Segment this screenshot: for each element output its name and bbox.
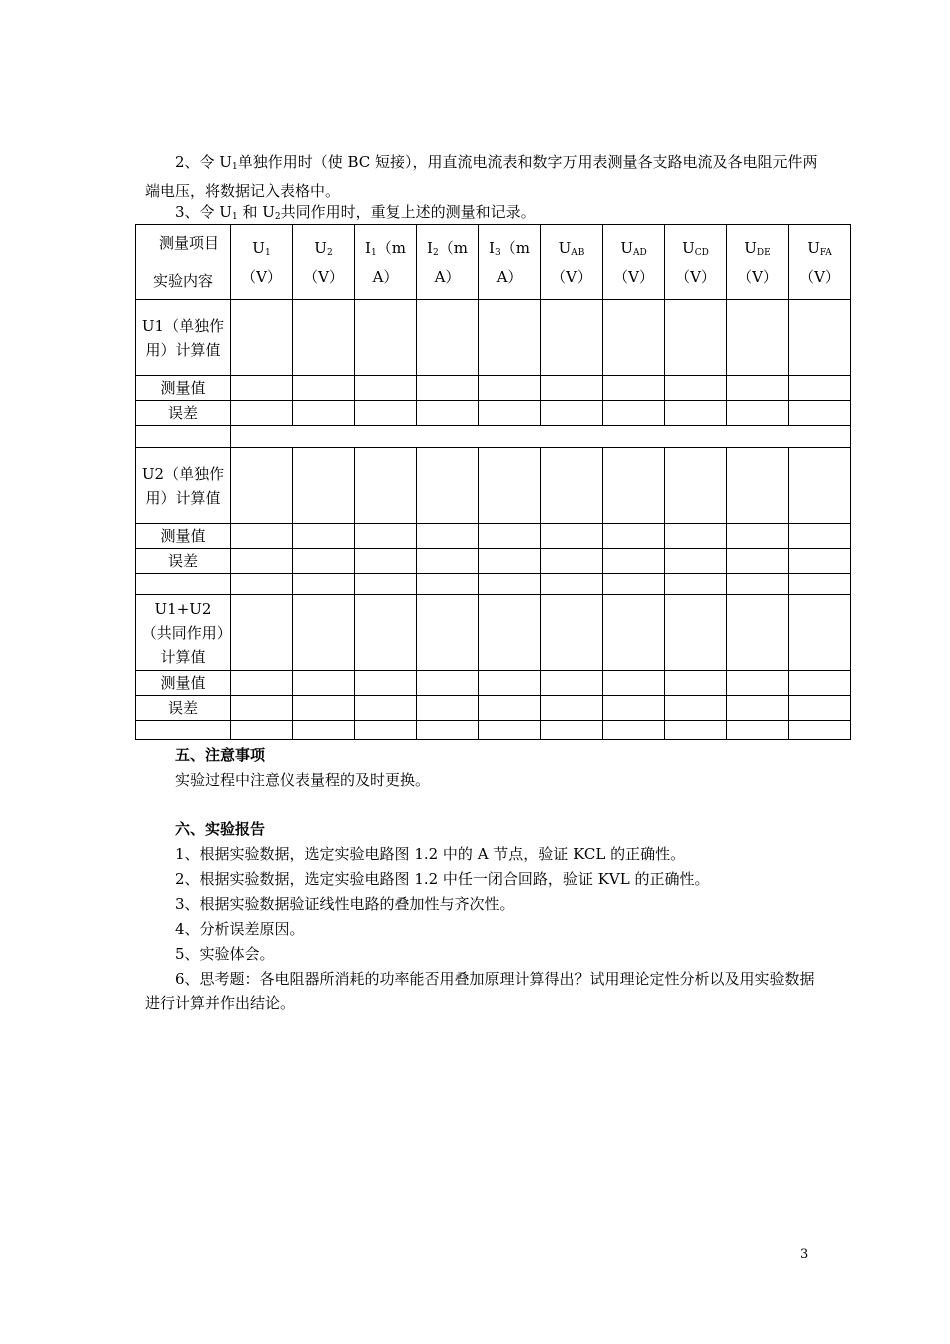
data-cell[interactable] <box>231 524 293 549</box>
column-header-symbol: $I_1(m$ <box>365 238 406 258</box>
data-cell[interactable] <box>665 696 727 721</box>
data-cell[interactable] <box>727 549 789 574</box>
calc-row <box>136 448 851 524</box>
column-header-unit: （V） <box>799 267 840 286</box>
separator-cell <box>603 574 665 595</box>
measured-row <box>136 524 851 549</box>
data-cell[interactable] <box>665 448 727 524</box>
data-cell[interactable] <box>417 448 479 524</box>
data-cell[interactable] <box>603 696 665 721</box>
data-cell[interactable] <box>355 401 417 426</box>
data-cell[interactable] <box>541 401 603 426</box>
separator-cell <box>479 574 541 595</box>
column-header-symbol: $I_3(m$ <box>489 238 530 258</box>
data-cell[interactable] <box>293 448 355 524</box>
separator-row <box>136 574 851 595</box>
data-cell[interactable] <box>727 376 789 401</box>
separator-cell <box>293 721 355 740</box>
separator-cell <box>479 721 541 740</box>
column-header <box>727 225 789 300</box>
data-cell[interactable] <box>479 595 541 671</box>
separator-cell <box>541 574 603 595</box>
calc-row <box>136 595 851 671</box>
column-header-unit: （V） <box>737 267 778 286</box>
calc-row <box>136 300 851 376</box>
separator-cell <box>789 574 851 595</box>
data-cell[interactable] <box>231 376 293 401</box>
measured-row <box>136 671 851 696</box>
separator-cell <box>603 721 665 740</box>
data-cell[interactable] <box>355 376 417 401</box>
data-cell[interactable] <box>541 671 603 696</box>
data-cell[interactable] <box>479 300 541 376</box>
separator-cell <box>231 426 851 448</box>
row-label: U1（单独作用）计算值 <box>136 300 231 376</box>
data-cell[interactable] <box>293 549 355 574</box>
column-header <box>541 225 603 300</box>
report-item: 2、根据实验数据，选定实验电路图 1.2 中任一闭合回路，验证 KVL 的正确性。 <box>175 870 710 888</box>
data-cell[interactable] <box>541 376 603 401</box>
column-header <box>479 225 541 300</box>
column-header-symbol: $I_2(m$ <box>427 238 468 258</box>
data-cell[interactable] <box>541 696 603 721</box>
column-header <box>603 225 665 300</box>
data-cell[interactable] <box>355 549 417 574</box>
step-2-text: 2、令 $U_1$单独作用时（使 BC 短接），用直流电流表和数字万用表测量各支路电流及各电阻元件两端电压，将数据记入表格中。 <box>145 153 818 200</box>
column-header <box>789 225 851 300</box>
corner-top-label: 测量项目 <box>158 234 219 252</box>
separator-row <box>136 721 851 740</box>
table-corner-cell <box>136 225 231 300</box>
data-cell[interactable] <box>479 696 541 721</box>
column-header-unit: （V） <box>303 267 344 286</box>
data-cell[interactable] <box>789 549 851 574</box>
data-cell[interactable] <box>479 524 541 549</box>
report-item: 3、根据实验数据验证线性电路的叠加性与齐次性。 <box>175 895 515 913</box>
data-cell[interactable] <box>231 448 293 524</box>
data-cell[interactable] <box>789 671 851 696</box>
column-header-unit: A） <box>496 267 523 286</box>
column-header-unit: （V） <box>675 267 716 286</box>
data-cell[interactable] <box>479 671 541 696</box>
column-header-unit: （V） <box>241 267 282 286</box>
data-cell[interactable] <box>417 549 479 574</box>
data-cell[interactable] <box>231 595 293 671</box>
separator-cell <box>355 574 417 595</box>
data-cell[interactable] <box>789 376 851 401</box>
data-cell[interactable] <box>479 401 541 426</box>
data-cell[interactable] <box>603 376 665 401</box>
data-cell[interactable] <box>293 595 355 671</box>
data-cell[interactable] <box>479 448 541 524</box>
column-header <box>231 225 293 300</box>
data-cell[interactable] <box>603 401 665 426</box>
data-cell[interactable] <box>231 696 293 721</box>
separator-row <box>136 426 851 448</box>
data-cell[interactable] <box>355 300 417 376</box>
column-header-symbol: $U_{FA}$ <box>807 238 832 258</box>
data-cell[interactable] <box>727 524 789 549</box>
data-cell[interactable] <box>789 696 851 721</box>
report-item: 1、根据实验数据，选定实验电路图 1.2 中的 A 节点，验证 KCL 的正确性。 <box>175 845 686 863</box>
separator-cell <box>293 574 355 595</box>
data-cell[interactable] <box>727 448 789 524</box>
data-cell[interactable] <box>293 376 355 401</box>
row-label: 误差 <box>136 401 231 426</box>
data-cell[interactable] <box>293 300 355 376</box>
row-label: U2（单独作用）计算值 <box>136 448 231 524</box>
column-header-unit: A） <box>372 267 399 286</box>
data-cell[interactable] <box>789 595 851 671</box>
data-cell[interactable] <box>479 376 541 401</box>
row-label: 测量值 <box>136 524 231 549</box>
data-cell[interactable] <box>231 671 293 696</box>
data-cell[interactable] <box>355 696 417 721</box>
corner-bottom-label: 实验内容 <box>152 272 213 290</box>
column-header <box>665 225 727 300</box>
column-header-symbol: $U_{DE}$ <box>744 238 771 258</box>
data-cell[interactable] <box>355 448 417 524</box>
row-label: U1+U2（共同作用）计算值 <box>136 595 231 671</box>
data-cell[interactable] <box>355 595 417 671</box>
data-cell[interactable] <box>541 549 603 574</box>
column-header <box>355 225 417 300</box>
data-cell[interactable] <box>665 300 727 376</box>
separator-cell <box>136 721 231 740</box>
column-header-symbol: $U_{AB}$ <box>558 238 585 258</box>
section-6-title: 六、实验报告 <box>175 820 266 838</box>
separator-cell <box>541 721 603 740</box>
section-5-title: 五、注意事项 <box>175 746 266 764</box>
measurement-table <box>135 224 851 740</box>
row-label: 误差 <box>136 549 231 574</box>
data-cell[interactable] <box>603 549 665 574</box>
data-cell[interactable] <box>355 671 417 696</box>
separator-cell <box>665 721 727 740</box>
row-label: 误差 <box>136 696 231 721</box>
data-cell[interactable] <box>727 595 789 671</box>
data-cell[interactable] <box>665 401 727 426</box>
column-header-unit: A） <box>434 267 461 286</box>
data-cell[interactable] <box>541 448 603 524</box>
separator-cell <box>136 426 231 448</box>
data-cell[interactable] <box>665 524 727 549</box>
data-cell[interactable] <box>293 696 355 721</box>
page-number: 3 <box>800 1247 809 1262</box>
column-header-symbol: $U_2$ <box>314 238 333 258</box>
data-cell[interactable] <box>727 671 789 696</box>
data-cell[interactable] <box>727 401 789 426</box>
column-header-symbol: $U_1$ <box>252 238 271 258</box>
data-cell[interactable] <box>727 300 789 376</box>
data-cell[interactable] <box>417 376 479 401</box>
data-cell[interactable] <box>417 524 479 549</box>
data-cell[interactable] <box>417 401 479 426</box>
data-cell[interactable] <box>727 696 789 721</box>
data-cell[interactable] <box>293 524 355 549</box>
column-header-symbol: $U_{CD}$ <box>682 238 709 258</box>
data-cell[interactable] <box>541 300 603 376</box>
data-cell[interactable] <box>603 595 665 671</box>
separator-cell <box>727 721 789 740</box>
data-cell[interactable] <box>417 595 479 671</box>
data-cell[interactable] <box>293 401 355 426</box>
separator-cell <box>665 574 727 595</box>
step-3-text: 3、令 $U_1$ 和 $U_2$共同作用时，重复上述的测量和记录。 <box>175 203 536 222</box>
report-item: 4、分析误差原因。 <box>175 920 305 938</box>
separator-cell <box>417 721 479 740</box>
error-row <box>136 549 851 574</box>
error-row <box>136 696 851 721</box>
separator-cell <box>231 574 293 595</box>
row-label: 测量值 <box>136 376 231 401</box>
data-cell[interactable] <box>665 549 727 574</box>
report-item: 5、实验体会。 <box>175 945 275 963</box>
data-cell[interactable] <box>603 448 665 524</box>
data-cell[interactable] <box>789 524 851 549</box>
data-cell[interactable] <box>541 524 603 549</box>
table-header-row <box>136 225 851 300</box>
separator-cell <box>231 721 293 740</box>
data-cell[interactable] <box>603 300 665 376</box>
row-label: 测量值 <box>136 671 231 696</box>
data-cell[interactable] <box>417 696 479 721</box>
data-cell[interactable] <box>417 671 479 696</box>
separator-cell <box>789 721 851 740</box>
data-cell[interactable] <box>231 300 293 376</box>
column-header-unit: （V） <box>551 267 592 286</box>
data-cell[interactable] <box>541 595 603 671</box>
data-cell[interactable] <box>479 549 541 574</box>
data-cell[interactable] <box>789 300 851 376</box>
separator-cell <box>136 574 231 595</box>
section-5-text: 实验过程中注意仪表量程的及时更换。 <box>175 771 431 789</box>
data-cell[interactable] <box>603 671 665 696</box>
data-cell[interactable] <box>665 671 727 696</box>
separator-cell <box>417 574 479 595</box>
report-item-6: 6、思考题：各电阻器所消耗的功率能否用叠加原理计算得出？试用理论定性分析以及用实验数据进行计算并作出结论。 <box>145 970 815 1012</box>
data-cell[interactable] <box>603 524 665 549</box>
data-cell[interactable] <box>417 300 479 376</box>
measured-row <box>136 376 851 401</box>
data-cell[interactable] <box>789 401 851 426</box>
error-row <box>136 401 851 426</box>
column-header-symbol: $U_{AD}$ <box>620 238 647 258</box>
data-cell[interactable] <box>231 401 293 426</box>
data-cell[interactable] <box>355 524 417 549</box>
data-cell[interactable] <box>789 448 851 524</box>
column-header <box>293 225 355 300</box>
separator-cell <box>355 721 417 740</box>
column-header-unit: （V） <box>613 267 654 286</box>
separator-cell <box>727 574 789 595</box>
data-cell[interactable] <box>231 549 293 574</box>
data-cell[interactable] <box>665 376 727 401</box>
column-header <box>417 225 479 300</box>
data-cell[interactable] <box>293 671 355 696</box>
data-cell[interactable] <box>665 595 727 671</box>
